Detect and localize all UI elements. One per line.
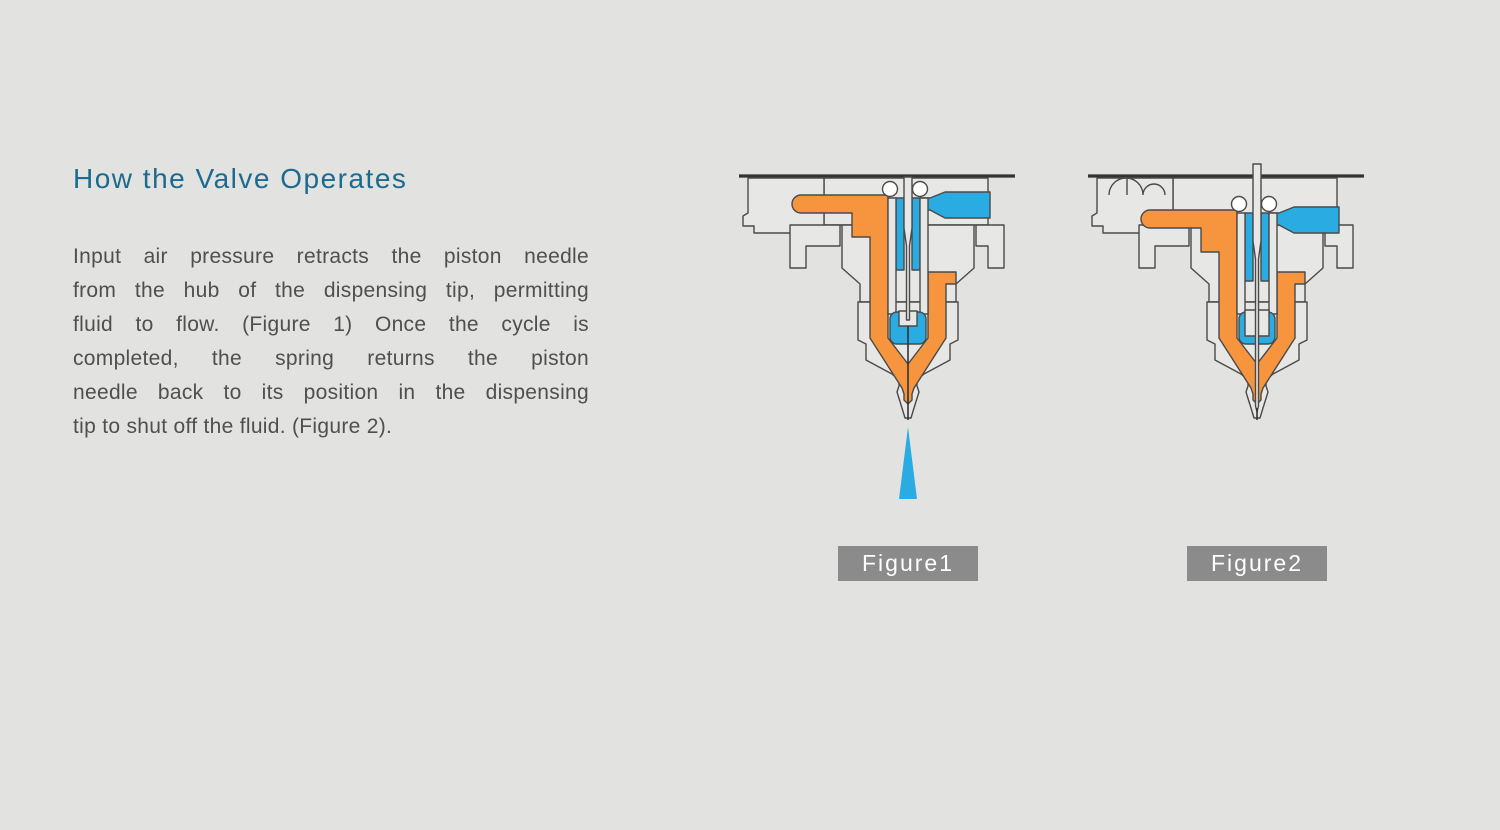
valve-cross-section bbox=[1087, 160, 1365, 516]
figure-2-block bbox=[1087, 160, 1365, 581]
o-ring-ball-left bbox=[1232, 197, 1247, 212]
body-line: Input air pressure retracts the piston needle bbox=[73, 245, 589, 268]
chamber-wall-right bbox=[920, 198, 928, 314]
fluid-stream bbox=[899, 427, 917, 499]
figure-1-label: Figure1 bbox=[838, 546, 978, 581]
valve-closed-diagram bbox=[1087, 160, 1365, 516]
chamber-wall-left bbox=[888, 198, 896, 314]
fluid-annulus-right bbox=[1261, 213, 1269, 281]
body-line: completed, the spring returns the piston bbox=[73, 347, 589, 370]
fluid-annulus-left bbox=[1245, 213, 1253, 281]
valve-cross-section bbox=[738, 160, 1016, 516]
o-ring-ball-right bbox=[913, 182, 928, 197]
body-paragraph bbox=[73, 240, 589, 444]
article-column bbox=[73, 163, 589, 444]
fluid-annulus-right bbox=[912, 198, 920, 270]
retaining-wing-left bbox=[790, 225, 840, 268]
chamber-wall-left bbox=[1237, 213, 1245, 314]
body-line: from the hub of the dispensing tip, permitting bbox=[73, 279, 589, 302]
o-ring-ball-left bbox=[883, 182, 898, 197]
page-title: How the Valve Operates bbox=[73, 163, 408, 194]
valve-open-diagram bbox=[738, 160, 1016, 516]
figure-2-label: Figure2 bbox=[1187, 546, 1327, 581]
retaining-wing-left bbox=[1139, 225, 1189, 268]
body-line: fluid to flow. (Figure 1) Once the cycle is bbox=[73, 313, 589, 336]
figure-1-block bbox=[738, 160, 1016, 581]
retaining-wing-right bbox=[976, 225, 1004, 268]
chamber-wall-right bbox=[1269, 213, 1277, 314]
o-ring-ball-right bbox=[1262, 197, 1277, 212]
body-line: needle back to its position in the dispensing bbox=[73, 381, 589, 404]
body-line: tip to shut off the fluid. (Figure 2). bbox=[73, 415, 393, 438]
fluid-annulus-left bbox=[896, 198, 904, 270]
